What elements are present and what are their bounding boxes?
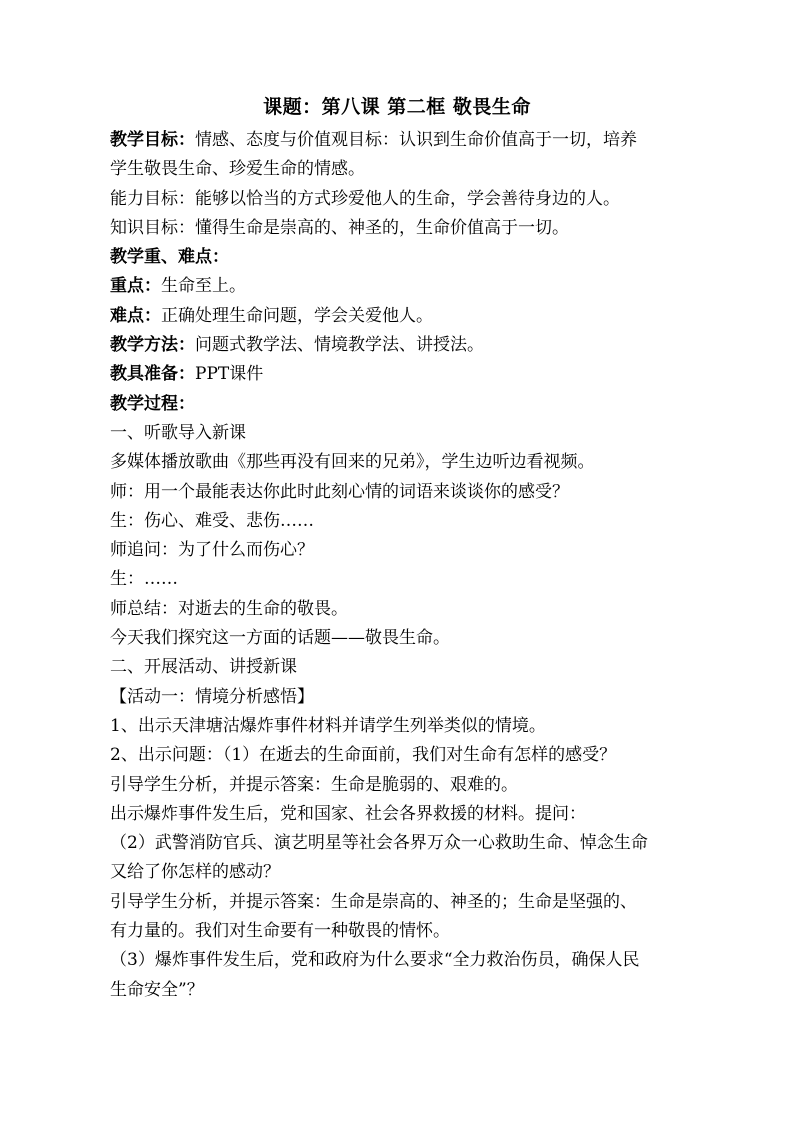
process-line: 又给了你怎样的感动？	[110, 862, 280, 883]
difficulty-line	[110, 302, 692, 331]
focus-text: 生命至上。	[161, 276, 246, 297]
process-line: 2、出示问题：（1）在逝去的生命面前，我们对生命有怎样的感受？	[110, 745, 617, 766]
objectives-line-1	[110, 126, 692, 155]
process-line: 引导学生分析，并提示答案：生命是崇高的、神圣的；生命是坚强的、	[110, 891, 637, 912]
process-line: 今天我们探究这一方面的话题——敬畏生命。	[110, 628, 450, 649]
methods-label: 教学方法：	[110, 335, 195, 356]
process-line: 师总结：对逝去的生命的敬畏。	[110, 598, 348, 619]
tools-line	[110, 360, 692, 389]
methods-text: 问题式教学法、情境教学法、讲授法。	[195, 335, 484, 356]
process-heading: 教学过程：	[110, 393, 195, 414]
objectives-line-2: 学生敬畏生命、珍爱生命的情感。	[110, 159, 365, 180]
tools-label: 教具准备：	[110, 364, 195, 385]
process-line: 生：伤心、难受、悲伤……	[110, 510, 314, 531]
methods-line	[110, 331, 692, 360]
process-line: 师追问：为了什么而伤心？	[110, 540, 314, 561]
process-line: （3）爆炸事件发生后，党和政府为什么要求“全力救治伤员，确保人民	[110, 950, 640, 971]
process-line: 师：用一个最能表达你此时此刻心情的词语来谈谈你的感受？	[110, 481, 569, 502]
process-line: 生命安全”？	[110, 979, 204, 1000]
process-line: 一、听歌导入新课	[110, 422, 246, 443]
ability-objective: 能力目标：能够以恰当的方式珍爱他人的生命，学会善待身边的人。	[110, 188, 620, 209]
tools-text: PPT课件	[195, 364, 264, 385]
objectives-label: 教学目标：	[110, 130, 195, 150]
process-line: 【活动一：情境分析感悟】	[110, 686, 314, 707]
process-line: 二、开展活动、讲授新课	[110, 657, 297, 678]
process-line: 多媒体播放歌曲《那些再没有回来的兄弟》，学生边听边看视频。	[110, 452, 595, 473]
process-line: 生：……	[110, 569, 178, 590]
process-line: 引导学生分析，并提示答案：生命是脆弱的、艰难的。	[110, 774, 518, 795]
difficulty-label: 难点：	[110, 305, 161, 326]
process-line: 1、出示天津塘沽爆炸事件材料并请学生列举类似的情境。	[110, 715, 546, 736]
difficulty-text: 正确处理生命问题，学会关爱他人。	[161, 305, 433, 326]
lesson-plan-body	[110, 126, 692, 1005]
key-points-heading: 教学重、难点：	[110, 247, 229, 268]
objectives-text-1: 情感、态度与价值观目标：认识到生命价值高于一切，培养	[195, 130, 637, 150]
focus-label: 重点：	[110, 276, 161, 297]
page-title: 课题：第八课 第二框 敬畏生命	[263, 96, 531, 118]
process-line: 有力量的。我们对生命要有一种敬畏的情怀。	[110, 921, 450, 942]
knowledge-objective: 知识目标：懂得生命是崇高的、神圣的，生命价值高于一切。	[110, 217, 569, 238]
process-line: （2）武警消防官兵、演艺明星等社会各界万众一心救助生命、悼念生命	[110, 833, 648, 854]
focus-line	[110, 272, 692, 301]
process-line: 出示爆炸事件发生后，党和国家、社会各界救援的材料。提问：	[110, 803, 586, 824]
